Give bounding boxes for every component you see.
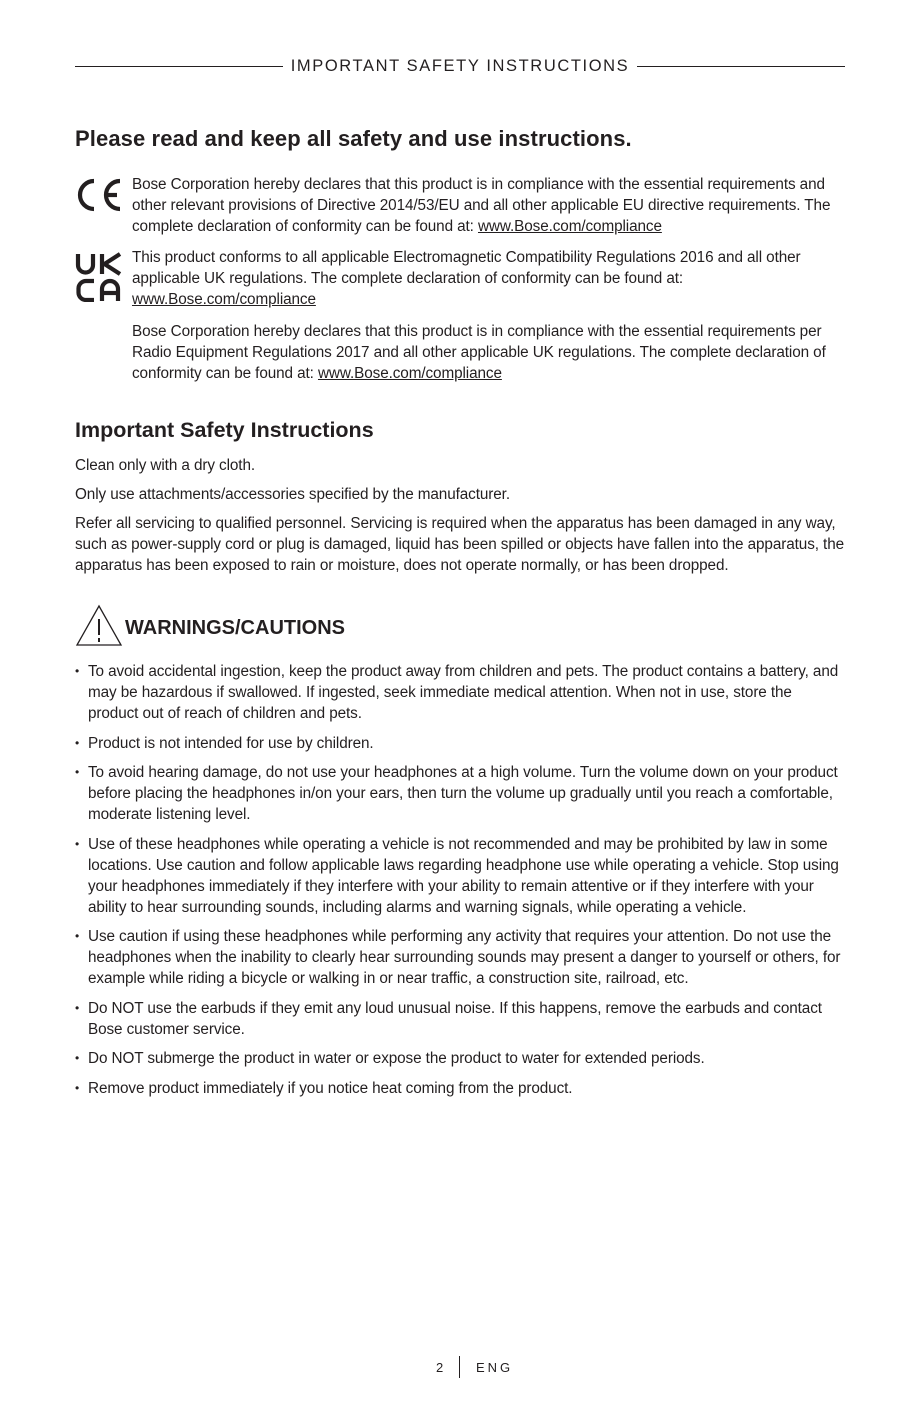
list-item [75,661,845,724]
list-item [75,762,845,825]
warning-text: Use of these headphones while operating a vehicle is not recommended and may be prohibited by law in some locations. Use caution and follow applicable laws regarding headphone use while operating a vehicle. Stop using your headphones immediately if they interfere with your ability to remain attentive or if they interfere with your ability to hear surrounding sounds, including alarms and warning signals, while operating a vehicle. [88,835,839,916]
ukca-radio-compliance-link[interactable]: www.Bose.com/compliance [317,365,502,382]
safety-paragraph: Clean only with a dry cloth. [75,457,256,474]
ukca-mark-icon [75,252,123,302]
safety-paragraph: Refer all servicing to qualified personnel. Servicing is required when the apparatus has been damaged in any way, such as power-supply cord or plug is damaged, liquid has been spilled or objects have fallen into the apparatus, the apparatus has been exposed to rain or moisture, does not operate normally, or has been dropped. [75,515,845,574]
warning-text: Use caution if using these headphones while performing any activity that requires your attention. Do not use the headphones when the inability to clearly hear surrounding sounds may present a danger to yourself or others, for example while riding a bicycle or walking in or near traffic, a construction site, railroad, etc. [88,928,841,987]
warning-text: To avoid hearing damage, do not use your headphones at a high volume. Turn the volume down on your product before placing the headphones in/on your ears, then turn the volume up gradually until you reach a comfortable, moderate listening level. [88,764,838,823]
ukca-emc-body: This product conforms to all applicable Electromagnetic Compatibility Regulations 2016 and all other applicable UK regulations. The complete declaration of conformity can be found at: [132,249,801,287]
bullet: • [75,929,80,943]
list-item [75,733,845,754]
warning-text: Remove product immediately if you notice heat coming from the product. [88,1079,573,1097]
running-header [75,55,845,77]
ukca-radio-body: Bose Corporation hereby declares that this product is in compliance with the essential requirements per Radio Equipment Regulations 2017 and all other applicable UK regulations. The complete declaration of conformity can be found at: [132,323,826,382]
ukca-radio-text [132,321,845,384]
ce-declaration-text [132,174,845,237]
bullet: • [75,735,80,750]
bullet: • [75,664,80,678]
running-header-title: IMPORTANT SAFETY INSTRUCTIONS [290,56,630,75]
header-rule-right [637,66,845,67]
list-item [75,1048,845,1069]
ce-compliance-link[interactable]: www.Bose.com/compliance [477,218,662,235]
bullet: • [75,1080,80,1095]
safety-section-heading: Important Safety Instructions [75,418,374,442]
header-rule-left [75,66,283,67]
warning-text: Do NOT use the earbuds if they emit any loud unusual noise. If this happens, remove the earbuds and contact Bose customer service. [88,999,822,1038]
bullet: • [75,1000,80,1015]
ukca-compliance-link[interactable]: www.Bose.com/compliance [132,291,316,308]
warning-text: Product is not intended for use by children. [88,734,374,752]
warnings-heading: WARNINGS/CAUTIONS [125,617,345,639]
bullet: • [75,1051,80,1065]
page-title: Please read and keep all safety and use instructions. [75,126,632,151]
footer-divider [459,1356,460,1378]
ce-mark-icon [75,178,123,212]
warnings-list [75,661,845,1107]
warning-text: Do NOT submerge the product in water or expose the product to water for extended periods. [88,1050,705,1067]
list-item [75,834,845,918]
list-item [75,1078,845,1099]
warning-triangle-icon [75,604,123,648]
page-number: 2 [436,1360,447,1375]
list-item [75,926,845,989]
page-footer [0,1356,920,1380]
ce-declaration-body: Bose Corporation hereby declares that this product is in compliance with the essential requirements and other relevant provisions of Directive 2014/53/EU and all other applicable EU directive requirements. The complete declaration of conformity can be found at: [132,176,831,235]
ukca-emc-text [132,247,845,310]
safety-paragraph: Only use attachments/accessories specified by the manufacturer. [75,486,510,503]
ce-compliance-block [75,174,845,238]
warning-text: To avoid accidental ingestion, keep the product away from children and pets. The product contains a battery, and may be hazardous if swallowed. If ingested, seek immediate medical attention. When not in use, store the product out of reach of children and pets. [88,663,839,722]
list-item [75,998,845,1040]
ukca-compliance-block [75,247,845,387]
bullet: • [75,765,80,779]
warnings-heading-row [75,604,475,648]
bullet: • [75,836,80,851]
language-code: ENG [476,1360,514,1375]
